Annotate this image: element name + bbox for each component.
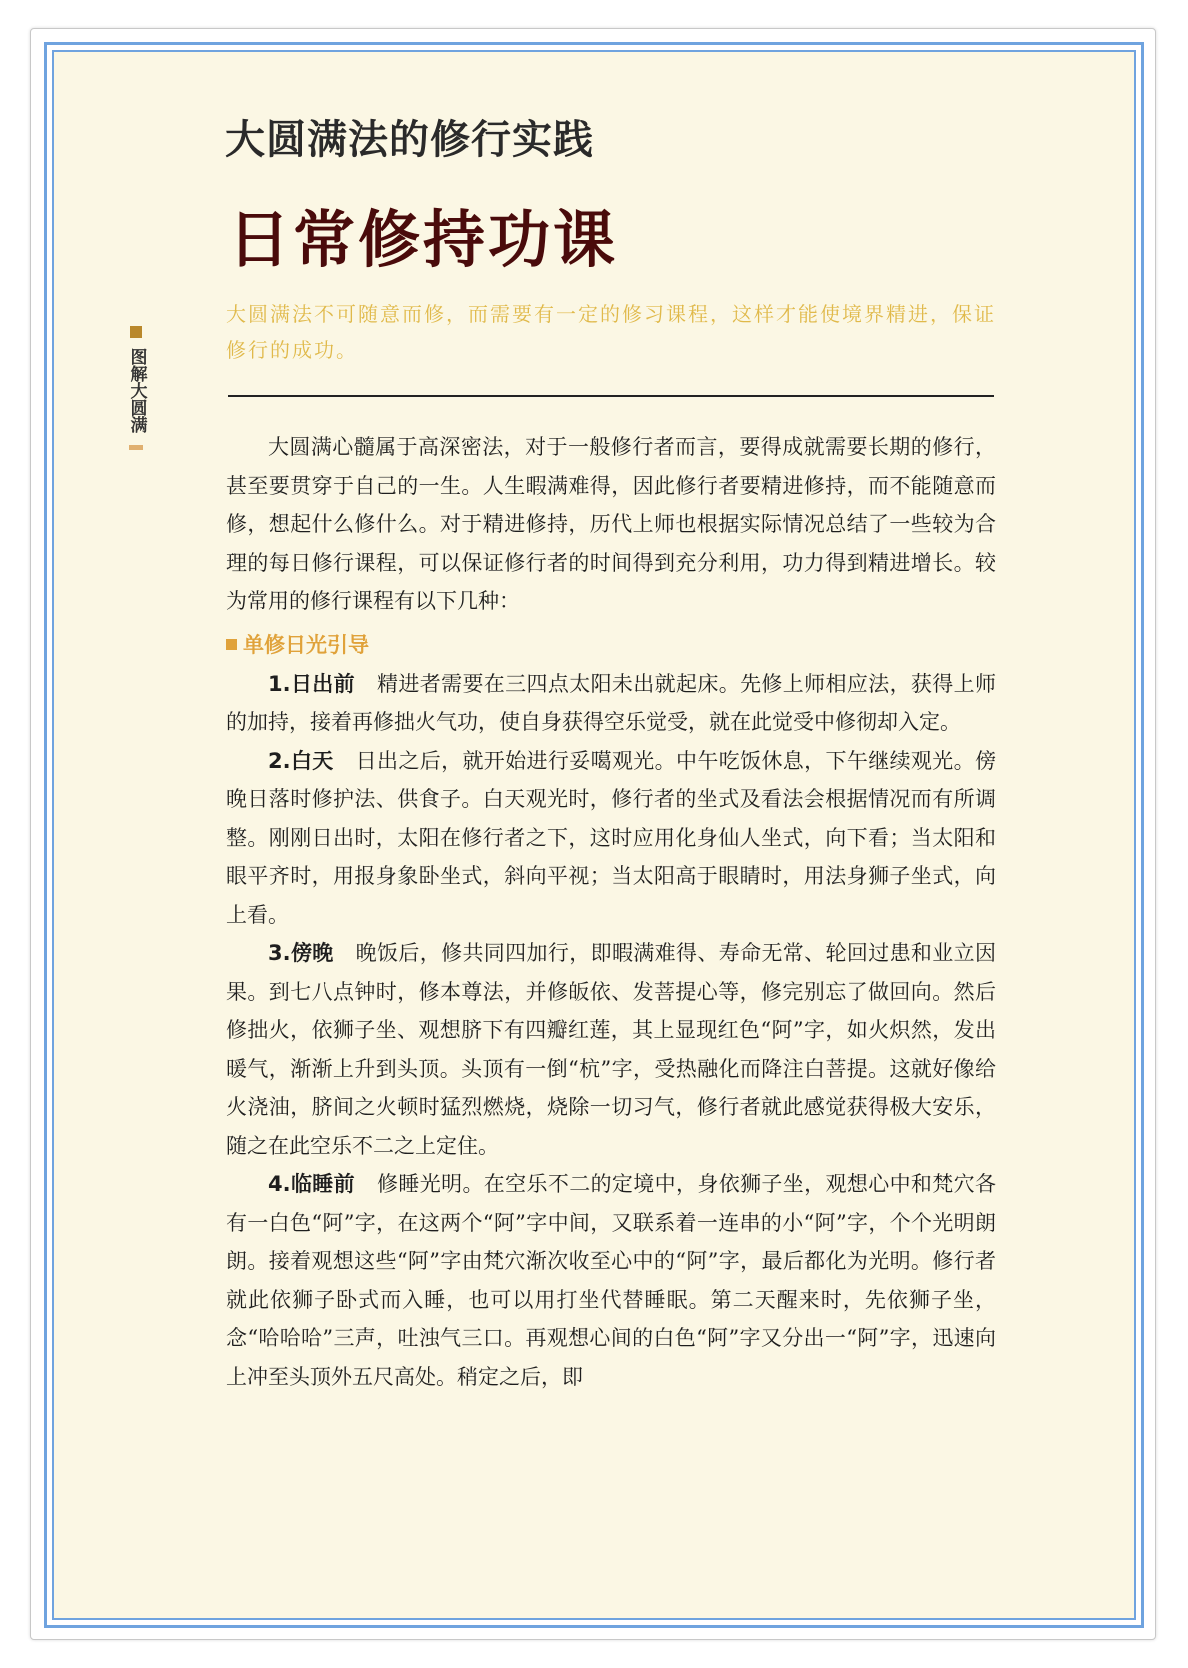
side-dash-icon [129, 445, 143, 450]
square-bullet-icon [226, 639, 237, 650]
paragraph-intro: 大圆满心髓属于高深密法，对于一般修行者而言，要得成就需要长期的修行，甚至要贯穿于自己的一生。人生暇满难得，因此修行者要精进修持，而不能随意而修，想起什么修什么。对于精进修持，历代上师也根据实际情况总结了一些较为合理的每日修行课程，可以保证修行者的时间得到充分利用，功力得到精进增长。较为常用的修行课程有以下几种： [226, 435, 996, 613]
paragraph-item [226, 1165, 996, 1396]
section-title: 大圆满法的修行实践 [225, 117, 594, 163]
item-term: 4.临睡前 [268, 1172, 356, 1196]
side-tab [123, 322, 149, 450]
chapter-title: 日常修持功课 [228, 203, 619, 276]
divider-rule [228, 395, 994, 397]
item-text: 晚饭后，修共同四加行，即暇满难得、寿命无常、轮回过患和业立因果。到七八点钟时，修本尊法，并修皈依、发菩提心等，修完别忘了做回向。然后修拙火，依狮子坐、观想脐下有四瓣红莲，其上显现红色“阿”字，如火炽然，发出暖气，渐渐上升到头顶。头顶有一倒“杭”字，受热融化而降注白菩提。这就好像给火浇油，脐间之火顿时猛烈燃烧，烧除一切习气，修行者就此感觉获得极大安乐，随之在此空乐不二之上定住。 [226, 941, 997, 1158]
subheading [226, 625, 996, 665]
item-text: 修睡光明。在空乐不二的定境中，身依狮子坐，观想心中和梵穴各有一白色“阿”字，在这两个“阿”字中间，又联系着一连串的小“阿”字，个个光明朗朗。接着观想这些“阿”字由梵穴渐次收至心中的“阿”字，最后都化为光明。修行者就此依狮子卧式而入睡，也可以用打坐代替睡眠。第二天醒来时，先依狮子坐，念“哈哈哈”三声，吐浊气三口。再观想心间的白色“阿”字又分出一“阿”字，迅速向上冲至头顶外五尺高处。稍定之后，即 [226, 1172, 996, 1389]
paragraph-item [226, 934, 996, 1165]
item-term: 2.白天 [268, 748, 334, 773]
item-text: 精进者需要在三四点太阳未出就起床。先修上师相应法，获得上师的加持，接着再修拙火气功，使自身获得空乐觉受，就在此觉受中修彻却入定。 [226, 671, 996, 734]
side-ornament-icon [130, 326, 142, 338]
item-term: 1.日出前 [268, 671, 356, 696]
body-text [226, 428, 996, 1396]
item-term: 3.傍晚 [268, 941, 334, 965]
paragraph-item [226, 742, 996, 935]
subheading-label: 单修日光引导 [243, 632, 369, 657]
intro-text: 大圆满法不可随意而修，而需要有一定的修习课程，这样才能使境界精进，保证修行的成功。 [226, 302, 996, 362]
side-tab-label: 图解大圆满 [126, 348, 147, 433]
item-text: 日出之后，就开始进行妥噶观光。中午吃饭休息，下午继续观光。傍晚日落时修护法、供食子。白天观光时，修行者的坐式及看法会根据情况而有所调整。刚刚日出时，太阳在修行者之下，这时应用化身仙人坐式，向下看；当太阳和眼平齐时，用报身象卧坐式，斜向平视；当太阳高于眼睛时，用法身狮子坐式，向上看。 [226, 748, 997, 927]
paragraph-item [226, 665, 996, 742]
